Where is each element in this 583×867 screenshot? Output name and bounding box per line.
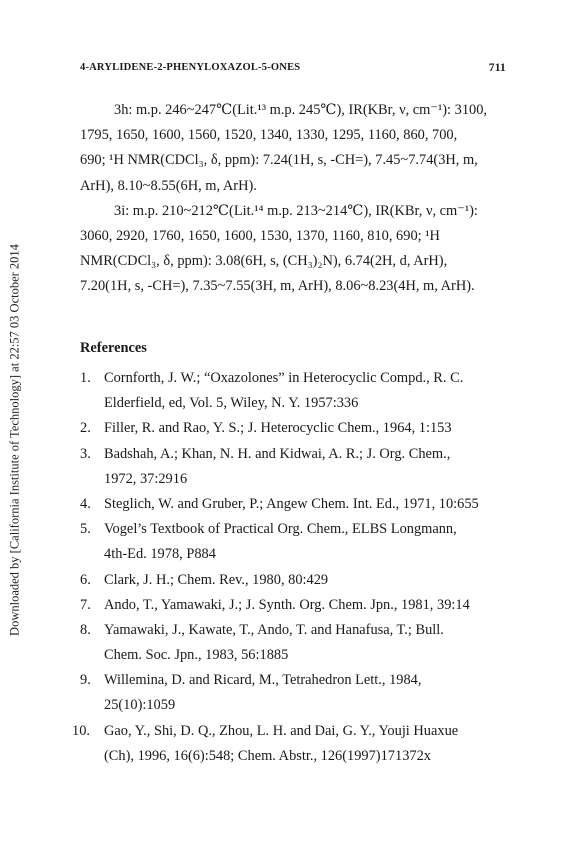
reference-item [80, 442, 520, 492]
reference-line: Willemina, D. and Ricard, M., Tetrahedron Lett., 1984, [104, 672, 422, 689]
reference-item [80, 618, 520, 668]
reference-number: 3. [80, 445, 91, 462]
references-heading: References [80, 340, 147, 356]
reference-number: 2. [80, 420, 91, 437]
reference-number: 5. [80, 521, 91, 538]
body-line: 690; ¹H NMR(CDCl₃, δ, ppm): 7.24(1H, s, -CH=), 7.45~7.74(3H, m, [80, 152, 478, 169]
reference-line: Yamawaki, J., Kawate, T., Ando, T. and Hanafusa, T.; Bull. [104, 621, 444, 638]
reference-number: 4. [80, 495, 91, 512]
body-line: 7.20(1H, s, -CH=), 7.35~7.55(3H, m, ArH), 8.06~8.23(4H, m, ArH). [80, 278, 475, 295]
compound-data-text [80, 98, 506, 300]
reference-line: Clark, J. H.; Chem. Rev., 1980, 80:429 [104, 571, 329, 588]
reference-line: Ando, T., Yamawaki, J.; J. Synth. Org. Chem. Jpn., 1981, 39:14 [104, 596, 470, 613]
running-header [80, 62, 506, 78]
reference-item [80, 517, 520, 567]
download-watermark [8, 120, 22, 760]
reference-number: 6. [80, 571, 91, 588]
reference-line: Elderfield, ed, Vol. 5, Wiley, N. Y. 1957:336 [104, 395, 359, 412]
reference-line: 1972, 37:2916 [104, 470, 188, 487]
body-line: 1795, 1650, 1600, 1560, 1520, 1340, 1330, 1295, 1160, 860, 700, [80, 127, 458, 144]
running-title: 4-ARYLIDENE-2-PHENYLOXAZOL-5-ONES [80, 62, 301, 73]
reference-line: Steglich, W. and Gruber, P.; Angew Chem. Int. Ed., 1971, 10:655 [104, 495, 479, 512]
body-line: 3060, 2920, 1760, 1650, 1600, 1530, 1370, 1160, 810, 690; ¹H [80, 227, 440, 244]
references-list [72, 366, 520, 769]
page-number: 711 [488, 62, 506, 74]
reference-item [80, 416, 520, 441]
reference-number: 7. [80, 596, 91, 613]
reference-number: 8. [80, 621, 91, 638]
reference-line: (Ch), 1996, 16(6):548; Chem. Abstr., 126(1997)171372x [104, 747, 431, 764]
reference-line: 4th-Ed. 1978, P884 [104, 546, 216, 563]
reference-line: Badshah, A.; Khan, N. H. and Kidwai, A. R.; J. Org. Chem., [104, 445, 451, 462]
reference-line: Chem. Soc. Jpn., 1983, 56:1885 [104, 647, 289, 664]
reference-item [80, 366, 520, 416]
reference-item [80, 568, 520, 593]
reference-item [80, 593, 520, 618]
reference-number: 9. [80, 672, 91, 689]
reference-line: Gao, Y., Shi, D. Q., Zhou, L. H. and Dai, G. Y., Youji Huaxue [104, 722, 459, 739]
reference-item [80, 492, 520, 517]
body-line: ArH), 8.10~8.55(6H, m, ArH). [80, 177, 257, 194]
body-line: 3h: m.p. 246~247℃(Lit.¹³ m.p. 245℃), IR(KBr, ν, cm⁻¹): 3100, [114, 102, 488, 118]
reference-line: 25(10):1059 [104, 697, 176, 714]
download-watermark-text: Downloaded by [California Institute of Technology] at 22:57 03 October 2014 [7, 244, 22, 636]
reference-line: Vogel’s Textbook of Practical Org. Chem., ELBS Longmann, [104, 521, 457, 538]
reference-number: 1. [80, 370, 91, 386]
reference-number: 10. [72, 722, 90, 739]
reference-item [72, 719, 520, 769]
reference-line: Cornforth, J. W.; “Oxazolones” in Heterocyclic Compd., R. C. [104, 370, 464, 386]
reference-line: Filler, R. and Rao, Y. S.; J. Heterocyclic Chem., 1964, 1:153 [104, 420, 452, 437]
body-line: 3i: m.p. 210~212℃(Lit.¹⁴ m.p. 213~214℃), IR(KBr, ν, cm⁻¹): [114, 202, 478, 219]
reference-item [80, 668, 520, 718]
body-line: NMR(CDCl₃, δ, ppm): 3.08(6H, s, (CH₃)₂N), 6.74(2H, d, ArH), [80, 253, 448, 270]
